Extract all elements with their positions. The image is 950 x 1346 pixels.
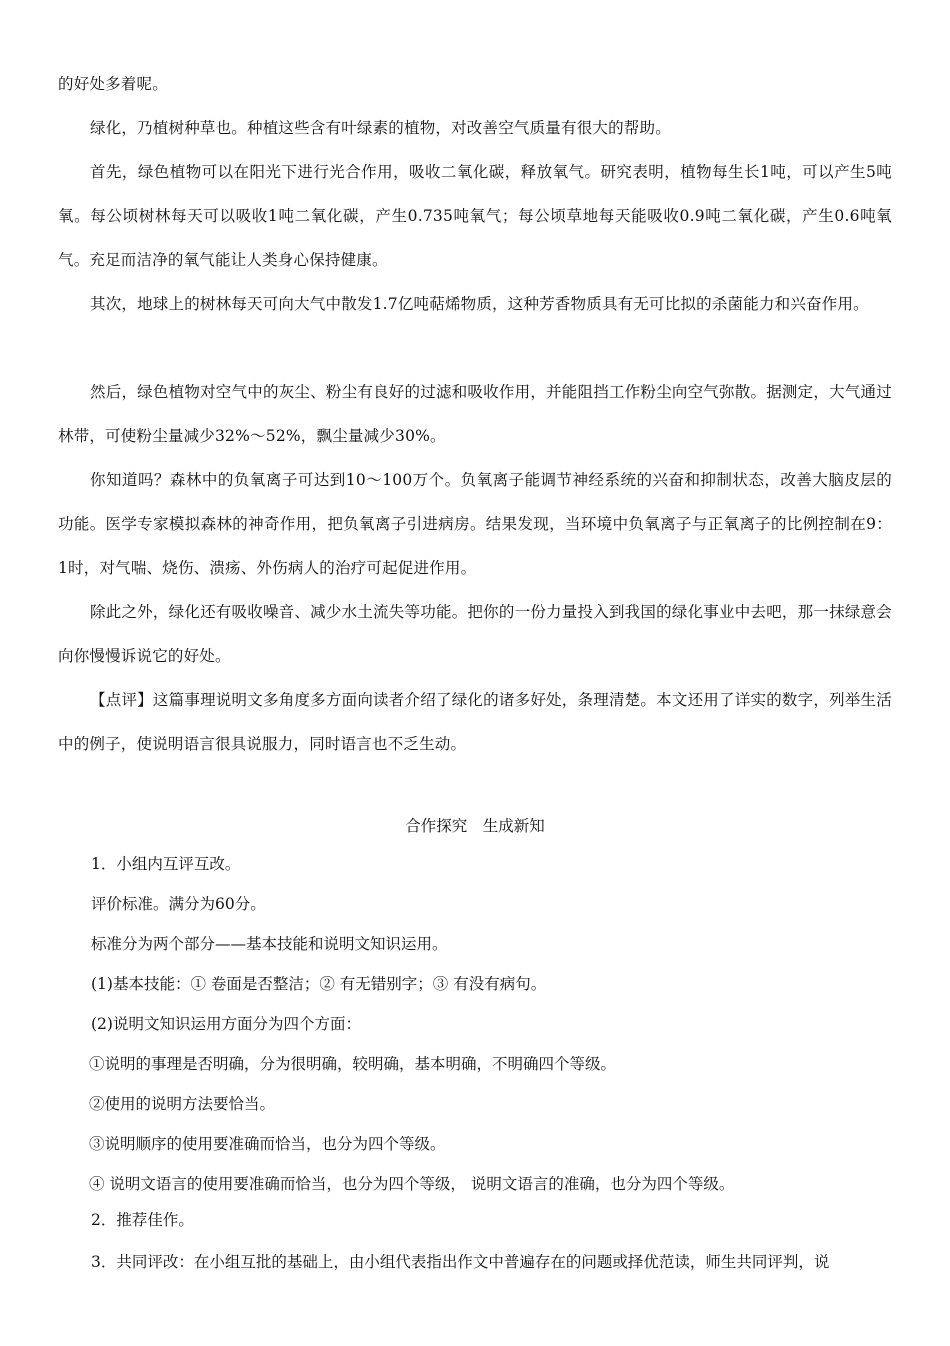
paragraph-terpene: 其次，地球上的树林每天可向大气中散发1.7亿吨萜烯物质，这种芳香物质具有无可比拟的杀菌能力和兴奋作用。 [90, 295, 869, 313]
list-item-peer-review: 1．小组内互评互改。 [91, 855, 241, 873]
list-item-joint-review: 3．共同评改：在小组互批的基础上，由小组代表指出作文中普遍存在的问题或择优范读，师生共同评判，说 [91, 1253, 830, 1271]
paragraph-dust-filter: 然后，绿色植物对空气中的灰尘、粉尘有良好的过滤和吸收作用，并能阻挡工作粉尘向空气弥散。据测定，大气通过林带，可使粉尘量减少32%～52%，飘尘量减少30%。 [58, 383, 892, 445]
list-item-order: ③说明顺序的使用要准确而恰当，也分为四个等级。 [89, 1135, 446, 1153]
list-item-basic-skills: (1)基本技能：① 卷面是否整洁；② 有无错别字；③ 有没有病句。 [91, 975, 547, 993]
list-item-recommend: 2．推荐佳作。 [91, 1211, 194, 1229]
paragraph-continuation: 的好处多着呢。 [58, 75, 168, 93]
section-title: 合作探究 生成新知 [405, 817, 545, 835]
list-item-two-parts: 标准分为两个部分——基本技能和说明文知识运用。 [91, 935, 448, 953]
paragraph-greening-intro: 绿化，乃植树种草也。种植这些含有叶绿素的植物，对改善空气质量有很大的帮助。 [90, 119, 671, 137]
list-item-methods: ②使用的说明方法要恰当。 [89, 1095, 276, 1113]
paragraph-photosynthesis: 首先，绿色植物可以在阳光下进行光合作用，吸收二氧化碳，释放氧气。研究表明，植物每生长1吨，可以产生5吨氧。每公顷树林每天可以吸收1吨二氧化碳，产生0.735吨氧气；每公顷草地每天能吸收0.9吨二氧化碳，产生0.6吨氧气。充足而洁净的氧气能让人类身心保持健康。 [58, 163, 892, 269]
paragraph-commentary: 【点评】这篇事理说明文多角度多方面向读者介绍了绿化的诸多好处，条理清楚。本文还用了详实的数字，列举生活中的例子，使说明语言很具说服力，同时语言也不乏生动。 [58, 691, 892, 753]
paragraph-other-functions: 除此之外，绿化还有吸收噪音、减少水土流失等功能。把你的一份力量投入到我国的绿化事业中去吧，那一抹绿意会向你慢慢诉说它的好处。 [58, 603, 892, 665]
list-item-clarity: ①说明的事理是否明确，分为很明确，较明确，基本明确，不明确四个等级。 [89, 1055, 617, 1073]
paragraph-negative-ions: 你知道吗？森林中的负氧离子可达到10～100万个。负氧离子能调节神经系统的兴奋和抑制状态，改善大脑皮层的功能。医学专家模拟森林的神奇作用，把负氧离子引进病房。结果发现，当环境中负氧离子与正氧离子的比例控制在9：1时，对气喘、烧伤、溃疡、外伤病人的治疗可起促进作用。 [58, 471, 892, 577]
list-item-language: ④ 说明文语言的使用要准确而恰当，也分为四个等级， 说明文语言的准确，也分为四个等级。 [89, 1175, 735, 1193]
list-item-criteria: 评价标准。满分为60分。 [91, 895, 266, 913]
list-item-knowledge-use: (2)说明文知识运用方面分为四个方面： [91, 1015, 361, 1033]
